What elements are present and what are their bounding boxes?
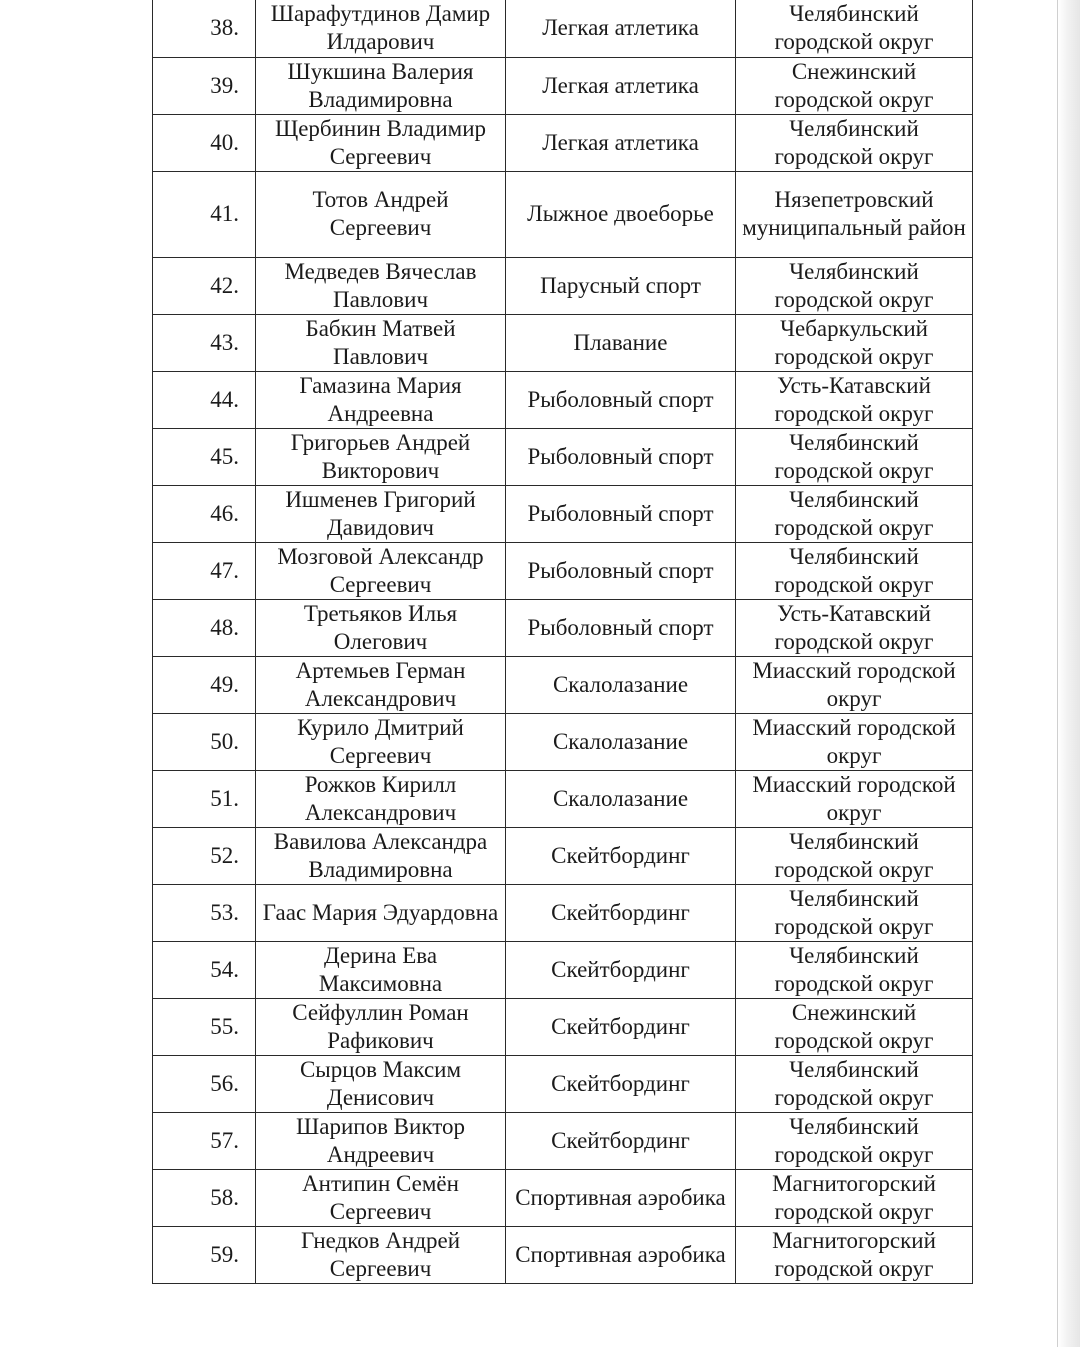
athlete-name: Гаас Мария Эдуардовна — [256, 884, 506, 941]
region-name: Нязепетровский муниципальный район — [736, 171, 973, 257]
region-name: Челябинский городской округ — [736, 485, 973, 542]
row-number: 50. — [153, 713, 256, 770]
athlete-name: Григорьев Андрей Викторович — [256, 428, 506, 485]
table-row — [153, 1055, 973, 1112]
region-name: Челябинский городской округ — [736, 114, 973, 171]
row-number: 52. — [153, 827, 256, 884]
athletes-table — [152, 0, 973, 1284]
sport-name: Скейтбординг — [506, 884, 736, 941]
table-row — [153, 314, 973, 371]
table-row — [153, 542, 973, 599]
sport-name: Рыболовный спорт — [506, 428, 736, 485]
table-row — [153, 770, 973, 827]
row-number: 49. — [153, 656, 256, 713]
row-number: 44. — [153, 371, 256, 428]
table-row — [153, 171, 973, 257]
sport-name: Плавание — [506, 314, 736, 371]
sport-name: Скалолазание — [506, 713, 736, 770]
sport-name: Рыболовный спорт — [506, 371, 736, 428]
athlete-name: Медведев Вячеслав Павлович — [256, 257, 506, 314]
table-row — [153, 1169, 973, 1226]
sport-name: Парусный спорт — [506, 257, 736, 314]
row-number: 56. — [153, 1055, 256, 1112]
table-row — [153, 371, 973, 428]
sport-name: Лыжное двоеборье — [506, 171, 736, 257]
region-name: Челябинский городской округ — [736, 0, 973, 57]
sport-name: Спортивная аэробика — [506, 1226, 736, 1283]
region-name: Усть-Катавский городской округ — [736, 599, 973, 656]
row-number: 38. — [153, 0, 256, 57]
table-row — [153, 257, 973, 314]
sport-name: Скейтбординг — [506, 1112, 736, 1169]
athlete-name: Гамазина Мария Андреевна — [256, 371, 506, 428]
row-number: 53. — [153, 884, 256, 941]
region-name: Чебаркульский городской округ — [736, 314, 973, 371]
athlete-name: Третьяков Илья Олегович — [256, 599, 506, 656]
sport-name: Легкая атлетика — [506, 0, 736, 57]
athlete-name: Сейфуллин Роман Рафикович — [256, 998, 506, 1055]
table-row — [153, 1226, 973, 1283]
athlete-name: Рожков Кирилл Александрович — [256, 770, 506, 827]
table-row — [153, 656, 973, 713]
table-row — [153, 428, 973, 485]
table-row — [153, 827, 973, 884]
row-number: 48. — [153, 599, 256, 656]
athlete-name: Дерина Ева Максимовна — [256, 941, 506, 998]
athlete-name: Ишменев Григорий Давидович — [256, 485, 506, 542]
athlete-name: Антипин Семён Сергеевич — [256, 1169, 506, 1226]
athlete-name: Артемьев Герман Александрович — [256, 656, 506, 713]
sport-name: Рыболовный спорт — [506, 542, 736, 599]
table-row — [153, 941, 973, 998]
table-row — [153, 1112, 973, 1169]
region-name: Челябинский городской округ — [736, 428, 973, 485]
region-name: Магнитогорский городской округ — [736, 1226, 973, 1283]
region-name: Миасский городской округ — [736, 656, 973, 713]
sport-name: Скалолазание — [506, 656, 736, 713]
athlete-name: Бабкин Матвей Павлович — [256, 314, 506, 371]
region-name: Челябинский городской округ — [736, 542, 973, 599]
sport-name: Спортивная аэробика — [506, 1169, 736, 1226]
row-number: 41. — [153, 171, 256, 257]
row-number: 45. — [153, 428, 256, 485]
row-number: 51. — [153, 770, 256, 827]
region-name: Челябинский городской округ — [736, 1112, 973, 1169]
page-edge-shadow — [1058, 0, 1080, 1347]
table-row — [153, 0, 973, 57]
sport-name: Скейтбординг — [506, 941, 736, 998]
table-row — [153, 114, 973, 171]
row-number: 39. — [153, 57, 256, 114]
region-name: Магнитогорский городской округ — [736, 1169, 973, 1226]
region-name: Усть-Катавский городской округ — [736, 371, 973, 428]
row-number: 55. — [153, 998, 256, 1055]
row-number: 47. — [153, 542, 256, 599]
sport-name: Скейтбординг — [506, 998, 736, 1055]
sport-name: Скейтбординг — [506, 1055, 736, 1112]
row-number: 43. — [153, 314, 256, 371]
table-row — [153, 599, 973, 656]
athlete-name: Вавилова Александра Владимировна — [256, 827, 506, 884]
athlete-name: Шарипов Виктор Андреевич — [256, 1112, 506, 1169]
region-name: Миасский городской округ — [736, 713, 973, 770]
table-row — [153, 485, 973, 542]
region-name: Челябинский городской округ — [736, 257, 973, 314]
sport-name: Скейтбординг — [506, 827, 736, 884]
athlete-name: Щербинин Владимир Сергеевич — [256, 114, 506, 171]
region-name: Челябинский городской округ — [736, 941, 973, 998]
table-row — [153, 884, 973, 941]
row-number: 59. — [153, 1226, 256, 1283]
athlete-name: Тотов Андрей Сергеевич — [256, 171, 506, 257]
region-name: Челябинский городской округ — [736, 884, 973, 941]
sport-name: Рыболовный спорт — [506, 599, 736, 656]
row-number: 57. — [153, 1112, 256, 1169]
row-number: 46. — [153, 485, 256, 542]
athletes-table-body — [153, 0, 973, 1283]
region-name: Снежинский городской округ — [736, 57, 973, 114]
region-name: Челябинский городской округ — [736, 827, 973, 884]
table-row — [153, 998, 973, 1055]
athlete-name: Шукшина Валерия Владимировна — [256, 57, 506, 114]
sport-name: Рыболовный спорт — [506, 485, 736, 542]
region-name: Миасский городской округ — [736, 770, 973, 827]
table-row — [153, 57, 973, 114]
row-number: 40. — [153, 114, 256, 171]
region-name: Челябинский городской округ — [736, 1055, 973, 1112]
row-number: 58. — [153, 1169, 256, 1226]
athlete-name: Мозговой Александр Сергеевич — [256, 542, 506, 599]
athlete-name: Гнедков Андрей Сергеевич — [256, 1226, 506, 1283]
table-row — [153, 713, 973, 770]
athlete-name: Сырцов Максим Денисович — [256, 1055, 506, 1112]
athlete-name: Шарафутдинов Дамир Илдарович — [256, 0, 506, 57]
sport-name: Легкая атлетика — [506, 57, 736, 114]
row-number: 42. — [153, 257, 256, 314]
athlete-name: Курило Дмитрий Сергеевич — [256, 713, 506, 770]
sport-name: Легкая атлетика — [506, 114, 736, 171]
region-name: Снежинский городской округ — [736, 998, 973, 1055]
sport-name: Скалолазание — [506, 770, 736, 827]
row-number: 54. — [153, 941, 256, 998]
